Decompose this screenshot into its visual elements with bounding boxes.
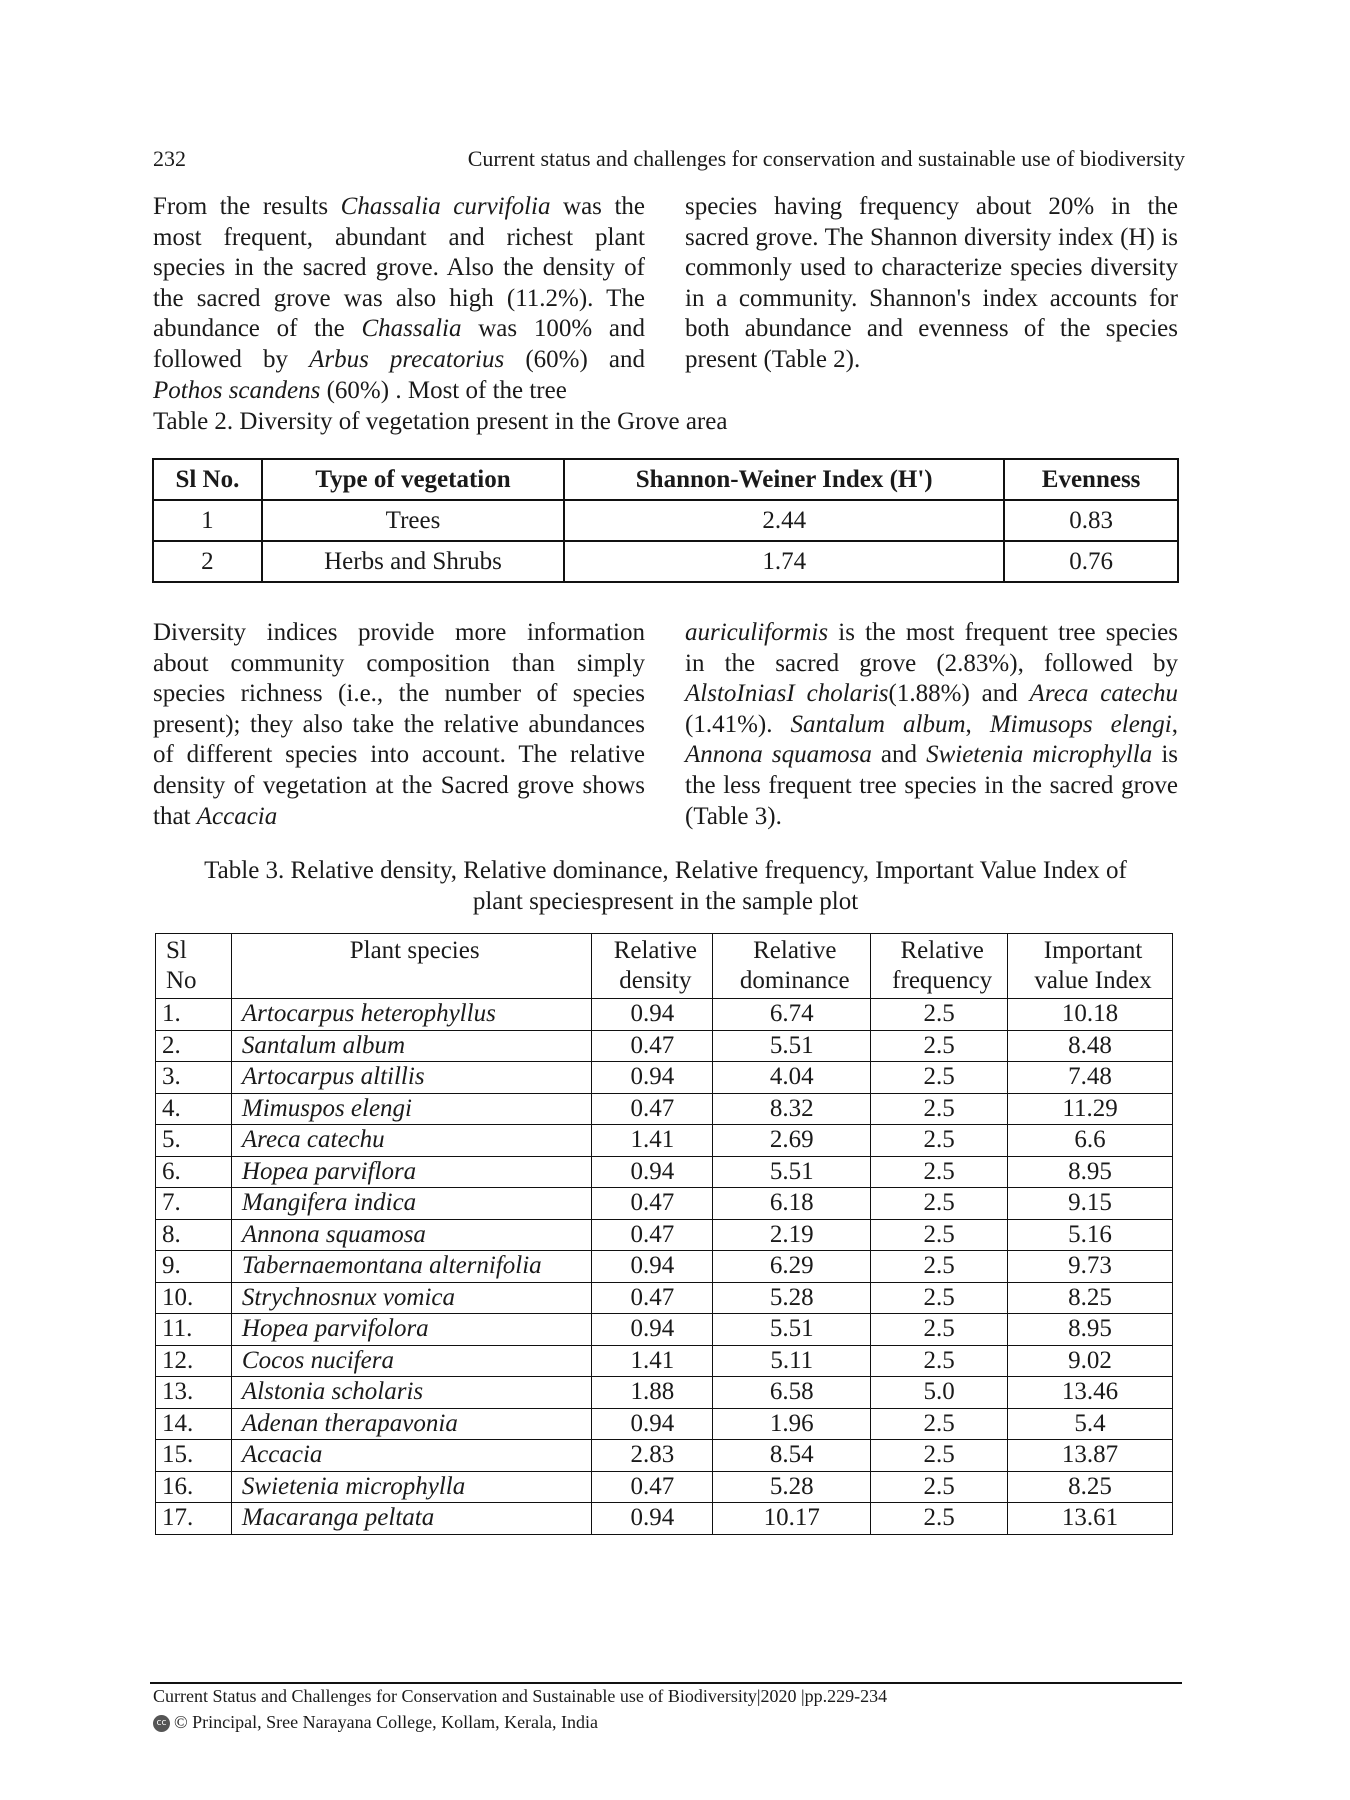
value-cell: 13.87	[1008, 1440, 1173, 1472]
row-number: 15.	[156, 1440, 232, 1472]
value-cell: 13.46	[1008, 1377, 1173, 1409]
value-cell: 0.47	[592, 1471, 713, 1503]
value-cell: 6.6	[1008, 1125, 1173, 1157]
table-row	[156, 1188, 1173, 1220]
running-title: Current status and challenges for conservation and sustainable use of biodiversity	[467, 146, 1185, 171]
header-relative-density: Relative density	[592, 934, 713, 999]
cell: 1.74	[564, 541, 1004, 582]
species-name: Strychnosnux vomica	[231, 1282, 592, 1314]
value-cell: 5.28	[713, 1471, 871, 1503]
table-row	[156, 1030, 1173, 1062]
row-number: 16.	[156, 1471, 232, 1503]
value-cell: 6.58	[713, 1377, 871, 1409]
table-row	[153, 500, 1178, 541]
table-row	[156, 1282, 1173, 1314]
cell: 2	[153, 541, 262, 582]
value-cell: 1.41	[592, 1125, 713, 1157]
species-name: Hopea parviflora	[231, 1156, 592, 1188]
cell: 0.83	[1004, 500, 1178, 541]
species-name: Mangifera indica	[231, 1188, 592, 1220]
species-name: Artocarpus altillis	[231, 1062, 592, 1094]
value-cell: 0.47	[592, 1282, 713, 1314]
value-cell: 8.25	[1008, 1282, 1173, 1314]
value-cell: 2.69	[713, 1125, 871, 1157]
value-cell: 6.74	[713, 999, 871, 1031]
value-cell: 8.54	[713, 1440, 871, 1472]
value-cell: 8.48	[1008, 1030, 1173, 1062]
value-cell: 2.5	[871, 1062, 1008, 1094]
value-cell: 0.94	[592, 999, 713, 1031]
species-name: Santalum album	[231, 1030, 592, 1062]
row-number: 10.	[156, 1282, 232, 1314]
page-number: 232	[153, 146, 186, 171]
value-cell: 8.95	[1008, 1156, 1173, 1188]
value-cell: 2.5	[871, 1503, 1008, 1535]
value-cell: 8.95	[1008, 1314, 1173, 1346]
value-cell: 0.94	[592, 1062, 713, 1094]
value-cell: 0.94	[592, 1251, 713, 1283]
value-cell: 2.5	[871, 1188, 1008, 1220]
value-cell: 10.17	[713, 1503, 871, 1535]
species-name: Accacia	[231, 1440, 592, 1472]
header-relative-dominance: Relative dominance	[713, 934, 871, 999]
value-cell: 4.04	[713, 1062, 871, 1094]
row-number: 9.	[156, 1251, 232, 1283]
species-name: Swietenia microphylla	[231, 1471, 592, 1503]
value-cell: 11.29	[1008, 1093, 1173, 1125]
value-cell: 5.51	[713, 1156, 871, 1188]
header-shannon-index: Shannon-Weiner Index (H')	[564, 459, 1004, 500]
value-cell: 2.19	[713, 1219, 871, 1251]
value-cell: 2.5	[871, 999, 1008, 1031]
value-cell: 2.5	[871, 1251, 1008, 1283]
value-cell: 0.94	[592, 1156, 713, 1188]
table2-caption: Table 2. Diversity of vegetation present in the Grove area	[153, 408, 728, 435]
value-cell: 0.47	[592, 1219, 713, 1251]
header-sl-no: Sl No.	[153, 459, 262, 500]
value-cell: 5.0	[871, 1377, 1008, 1409]
value-cell: 2.5	[871, 1093, 1008, 1125]
value-cell: 9.02	[1008, 1345, 1173, 1377]
header-vegetation-type: Type of vegetation	[262, 459, 564, 500]
value-cell: 2.5	[871, 1282, 1008, 1314]
value-cell: 6.18	[713, 1188, 871, 1220]
row-number: 11.	[156, 1314, 232, 1346]
table-row	[156, 1251, 1173, 1283]
species-name: Cocos nucifera	[231, 1345, 592, 1377]
cell: Trees	[262, 500, 564, 541]
row-number: 14.	[156, 1408, 232, 1440]
table-row	[156, 1503, 1173, 1535]
table3-caption: Table 3. Relative density, Relative dominance, Relative frequency, Important Value Index of plant speciespresent in the sample plot	[204, 857, 1127, 915]
cell: 0.76	[1004, 541, 1178, 582]
table-row	[156, 1377, 1173, 1409]
value-cell: 0.94	[592, 1408, 713, 1440]
table-row	[156, 1471, 1173, 1503]
row-number: 3.	[156, 1062, 232, 1094]
row-number: 4.	[156, 1093, 232, 1125]
cell: Herbs and Shrubs	[262, 541, 564, 582]
value-cell: 6.29	[713, 1251, 871, 1283]
value-cell: 8.32	[713, 1093, 871, 1125]
value-cell: 2.5	[871, 1440, 1008, 1472]
species-name: Areca catechu	[231, 1125, 592, 1157]
paragraph-diversity-indices: Diversity indices provide more information about community composition than simply species richness (i.e., the number of species present); they also take the relative abundances of different species into account. The relative density of vegetation at the Sacred grove shows that Accacia	[153, 619, 645, 830]
species-name: Adenan therapavonia	[231, 1408, 592, 1440]
value-cell: 9.15	[1008, 1188, 1173, 1220]
value-cell: 0.94	[592, 1314, 713, 1346]
value-cell: 5.51	[713, 1314, 871, 1346]
cell: 2.44	[564, 500, 1004, 541]
value-cell: 0.94	[592, 1503, 713, 1535]
value-cell: 5.11	[713, 1345, 871, 1377]
table-row	[156, 1062, 1173, 1094]
value-cell: 5.4	[1008, 1408, 1173, 1440]
table-row	[156, 1219, 1173, 1251]
table-row	[156, 1314, 1173, 1346]
footer-copyright: cc © Principal, Sree Narayana College, Kollam, Kerala, India	[153, 1712, 598, 1733]
value-cell: 8.25	[1008, 1471, 1173, 1503]
species-table	[155, 933, 1173, 1535]
value-cell: 1.41	[592, 1345, 713, 1377]
table-row	[156, 1156, 1173, 1188]
row-number: 17.	[156, 1503, 232, 1535]
row-number: 12.	[156, 1345, 232, 1377]
species-name: Annona squamosa	[231, 1219, 592, 1251]
table-row	[156, 999, 1173, 1031]
value-cell: 1.88	[592, 1377, 713, 1409]
value-cell: 2.5	[871, 1471, 1008, 1503]
value-cell: 2.5	[871, 1156, 1008, 1188]
header-evenness: Evenness	[1004, 459, 1178, 500]
header-relative-frequency: Relative frequency	[871, 934, 1008, 999]
header-plant-species: Plant species	[231, 934, 592, 999]
value-cell: 5.28	[713, 1282, 871, 1314]
row-number: 1.	[156, 999, 232, 1031]
value-cell: 2.5	[871, 1408, 1008, 1440]
value-cell: 2.5	[871, 1030, 1008, 1062]
cell: 1	[153, 500, 262, 541]
diversity-table	[152, 458, 1179, 583]
creative-commons-icon: cc	[153, 1715, 170, 1732]
paragraph-shannon: species having frequency about 20% in the sacred grove. The Shannon diversity index (H) is commonly used to characterize species diversity in a community. Shannon's index accounts for both abundance and evenness of the species present (Table 2).	[685, 193, 1178, 373]
value-cell: 13.61	[1008, 1503, 1173, 1535]
value-cell: 5.16	[1008, 1219, 1173, 1251]
row-number: 13.	[156, 1377, 232, 1409]
value-cell: 7.48	[1008, 1062, 1173, 1094]
table-row	[153, 541, 1178, 582]
value-cell: 0.47	[592, 1188, 713, 1220]
value-cell: 2.83	[592, 1440, 713, 1472]
table-row	[156, 1093, 1173, 1125]
footer-citation: Current Status and Challenges for Conservation and Sustainable use of Biodiversity|2020 |pp.229-234	[153, 1686, 888, 1706]
value-cell: 10.18	[1008, 999, 1173, 1031]
species-name: Mimuspos elengi	[231, 1093, 592, 1125]
species-name: Artocarpus heterophyllus	[231, 999, 592, 1031]
value-cell: 2.5	[871, 1125, 1008, 1157]
table-header-row	[153, 459, 1178, 500]
header-sl-no: Sl No	[156, 934, 232, 999]
species-name: Hopea parvifolora	[231, 1314, 592, 1346]
table-row	[156, 1408, 1173, 1440]
value-cell: 2.5	[871, 1314, 1008, 1346]
paragraph-relative-density: auriculiformis is the most frequent tree species in the sacred grove (2.83%), followed by AlstoIniasI cholaris(1.88%) and Areca catechu (1.41%). Santalum album, Mimusops elengi, Annona squamosa and Swietenia microphylla is the less frequent tree species in the sacred grove (Table 3).	[685, 619, 1178, 830]
row-number: 6.	[156, 1156, 232, 1188]
value-cell: 2.5	[871, 1345, 1008, 1377]
row-number: 7.	[156, 1188, 232, 1220]
species-name: Tabernaemontana alternifolia	[231, 1251, 592, 1283]
species-name: Alstonia scholaris	[231, 1377, 592, 1409]
footer-rule	[150, 1682, 1182, 1684]
paragraph-results: From the results Chassalia curvifolia was the most frequent, abundant and richest plant species in the sacred grove. Also the density of the sacred grove was also high (11.2%). The abundance of the Chassalia was 100% and followed by Arbus precatorius (60%) and Pothos scandens (60%) . Most of the tree	[153, 193, 646, 404]
row-number: 5.	[156, 1125, 232, 1157]
table-row	[156, 1440, 1173, 1472]
value-cell: 9.73	[1008, 1251, 1173, 1283]
value-cell: 5.51	[713, 1030, 871, 1062]
table-header-row	[156, 934, 1173, 999]
row-number: 2.	[156, 1030, 232, 1062]
value-cell: 0.47	[592, 1030, 713, 1062]
table-row	[156, 1125, 1173, 1157]
species-name: Macaranga peltata	[231, 1503, 592, 1535]
value-cell: 2.5	[871, 1219, 1008, 1251]
row-number: 8.	[156, 1219, 232, 1251]
header-importance-value: Important value Index	[1008, 934, 1173, 999]
value-cell: 0.47	[592, 1093, 713, 1125]
table-row	[156, 1345, 1173, 1377]
value-cell: 1.96	[713, 1408, 871, 1440]
